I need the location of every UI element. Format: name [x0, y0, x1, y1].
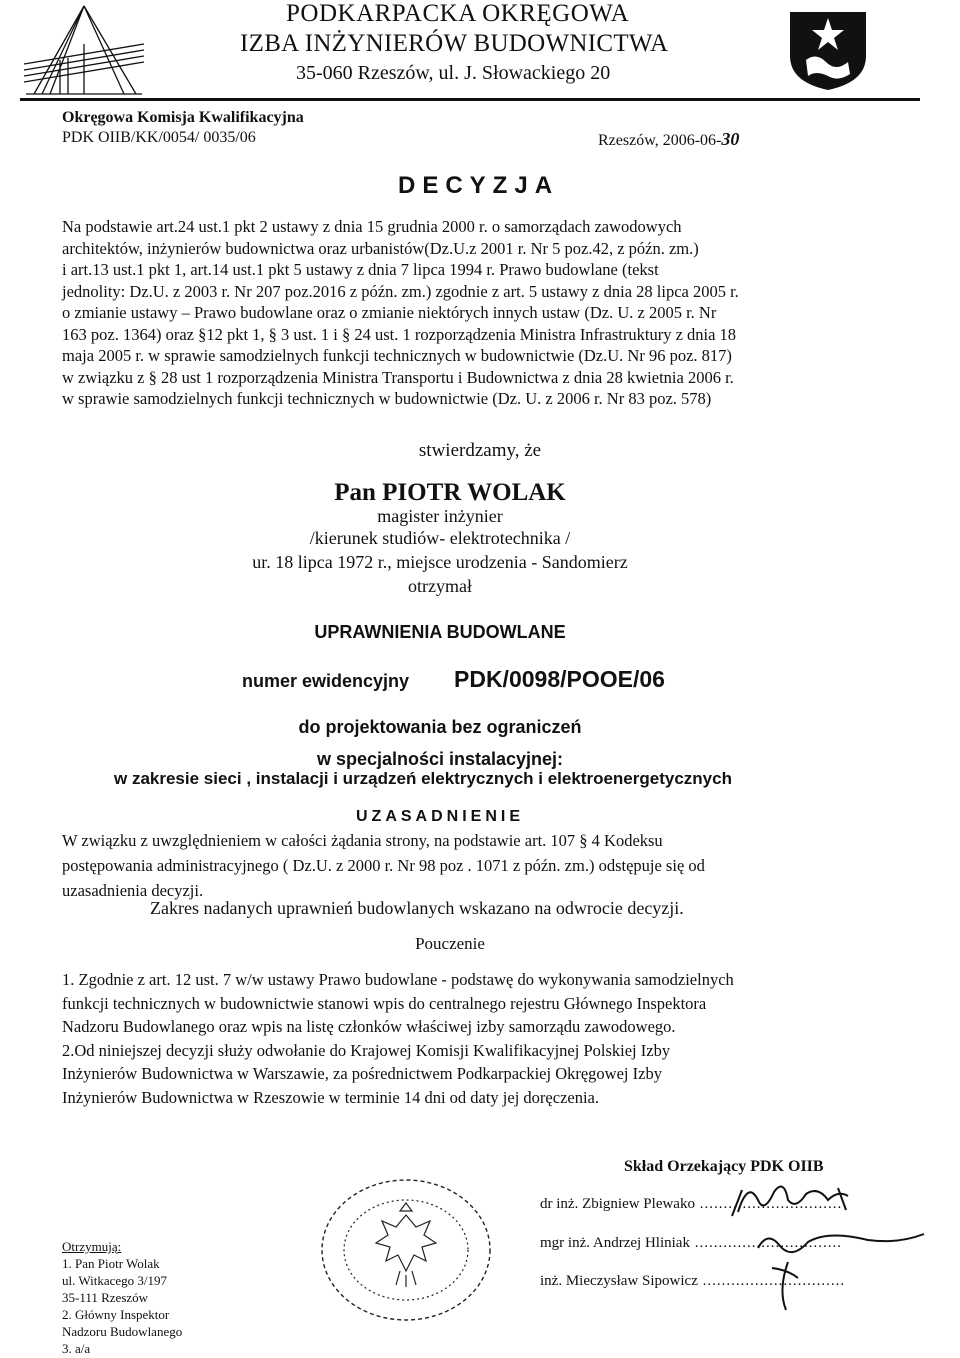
instruction-title: Pouczenie	[415, 934, 485, 953]
recipients	[62, 1238, 182, 1357]
document-title: DECYZJA	[398, 172, 560, 199]
justification-line: W związku z uwzględnieniem w całości żądania strony, na podstawie art. 107 § 4 Kodeksu	[62, 831, 663, 850]
place-date-text: Rzeszów, 2006-06-	[598, 132, 722, 149]
legal-basis	[62, 216, 842, 410]
legal-basis-line: w związku z § 28 ust 1 rozporządzenia Ministra Transportu i Budownictwa z dnia 28 kwietnia 2006 r.	[62, 367, 734, 387]
person-birth: ur. 18 lipca 1972 r., miejsce urodzenia - Sandomierz	[252, 552, 628, 572]
recipient-line: Nadzoru Budowlanego	[62, 1324, 183, 1339]
grant-specialty: w specjalności instalacyjnej:	[316, 749, 564, 769]
org-name-line2: IZBA INŻYNIERÓW BUDOWNICTWA	[240, 30, 669, 57]
grant-scope: do projektowania bez ograniczeń	[298, 717, 582, 737]
person-name: Pan PIOTR WOLAK	[334, 479, 566, 506]
grant-title: UPRAWNIENIA BUDOWLANE	[314, 622, 566, 642]
instruction-line: Nadzoru Budowlanego oraz wpis na listę członków właściwej izby samorządu zawodowego.	[62, 1017, 676, 1036]
instruction-line: 2.Od niniejszej decyzji służy odwołanie do Krajowej Komisji Kwalifikacyjnej Polskiej Izby	[62, 1040, 671, 1060]
panel-title: Skład Orzekający PDK OIIB	[624, 1158, 824, 1175]
justification-line: uzasadnienia decyzji.	[62, 881, 204, 900]
panel-member-name: inż. Mieczysław Sipowicz	[540, 1273, 698, 1289]
grant-number-label: numer ewidencyjny	[242, 671, 410, 691]
official-stamp-icon	[316, 1175, 496, 1325]
org-address: 35-060 Rzeszów, ul. J. Słowackiego 20	[296, 62, 611, 84]
panel-member-name: dr inż. Zbigniew Plewako	[540, 1196, 695, 1212]
person-received: otrzymał	[408, 576, 472, 596]
panel-member: inż. Mieczysław Sipowicz ..............................	[540, 1273, 846, 1289]
grant-number: PDK/0098/POOE/06	[454, 666, 665, 692]
instruction-line: Inżynierów Budownictwa w Rzeszowie w terminie 14 dni od daty jej doręczenia.	[62, 1087, 599, 1107]
recipient-line: 3. a/a	[62, 1341, 91, 1356]
org-name-line1: PODKARPACKA OKRĘGOWA	[286, 0, 630, 27]
grant-range: w zakresie sieci , instalacji i urządzeń elektrycznych i elektroenergetycznych	[114, 769, 732, 788]
legal-basis-line: 163 poz. 1364) oraz §12 pkt 1, § 3 ust. 1 i § 24 ust. 1 rozporządzenia Ministra Infrastruktury z dnia 18	[62, 324, 737, 344]
handwritten-day: 30	[721, 129, 740, 149]
justification-title: UZASADNIENIE	[355, 808, 524, 825]
chamber-logo-icon	[24, 4, 144, 96]
justification-text	[62, 828, 852, 903]
legal-basis-line: jednolity: Dz.U. z 2003 r. Nr 207 poz.2016 z późn. zm.) zgodnie z art. 5 ustawy z dnia 28 lipca 2005 r.	[62, 281, 739, 301]
instruction-line: funkcji technicznych w budownictwie stanowi wpis do centralnego rejestru Głównego Inspektora	[62, 993, 707, 1013]
person-field: /kierunek studiów- elektrotechnika /	[309, 528, 571, 548]
instruction-text	[62, 968, 862, 1109]
instruction-line: 1. Zgodnie z art. 12 ust. 7 w/w ustawy Prawo budowlane - podstawę do wykonywania samodzielnych	[62, 970, 734, 989]
place-date	[598, 129, 739, 150]
recipient-line: 2. Główny Inspektor	[62, 1307, 170, 1322]
header-divider	[20, 98, 920, 101]
justification-line: postępowania administracyjnego ( Dz.U. z 2000 r. Nr 98 poz . 1071 z późn. zm.) odstępuje się od	[62, 856, 705, 875]
recipient-line: ul. Witkacego 3/197	[62, 1273, 168, 1288]
recipient-line: 1. Pan Piotr Wolak	[62, 1256, 160, 1271]
recipient-line: 35-111 Rzeszów	[62, 1290, 149, 1305]
reference-number: PDK OIIB/KK/0054/ 0035/06	[62, 129, 256, 146]
handwritten-signatures	[728, 1170, 928, 1320]
person-degree: magister inżynier	[377, 506, 503, 526]
panel-member: mgr inż. Andrzej Hliniak ...............................	[540, 1235, 842, 1251]
coat-of-arms-icon	[786, 8, 870, 92]
commission-name: Okręgowa Komisja Kwalifikacyjna	[62, 109, 304, 126]
panel-member: dr inż. Zbigniew Plewako ..............................	[540, 1196, 843, 1212]
instruction-line: Inżynierów Budownictwa w Warszawie, za pośrednictwem Podkarpackiej Okręgowej Izby	[62, 1064, 662, 1083]
recipients-title: Otrzymują:	[62, 1239, 122, 1254]
legal-basis-line: architektów, inżynierów budownictwa oraz urbanistów(Dz.U.z 2001 r. Nr 5 poz.42, z późn. zm.)	[62, 238, 699, 258]
legal-basis-line: maja 2005 r. w sprawie samodzielnych funkcji technicznych w budownictwie (Dz.U. Nr 96 poz. 817)	[62, 346, 732, 365]
justification-scope-note: Zakres nadanych uprawnień budowlanych wskazano na odwrocie decyzji.	[150, 898, 684, 918]
legal-basis-line: o zmianie ustawy – Prawo budowlane oraz o zmianie niektórych innych ustaw (Dz. U. z 2005 r. Nr	[62, 303, 717, 322]
legal-basis-line: i art.13 ust.1 pkt 1, art.14 ust.1 pkt 5 ustawy z dnia 7 lipca 1994 r. Prawo budowlane (tekst	[62, 260, 659, 279]
statement: stwierdzamy, że	[418, 440, 542, 461]
legal-basis-line: w sprawie samodzielnych funkcji technicznych w budownictwie (Dz. U. z 2006 r. Nr 83 poz. 578)	[62, 389, 712, 408]
legal-basis-line: Na podstawie art.24 ust.1 pkt 2 ustawy z dnia 15 grudnia 2000 r. o samorządach zawodowych	[62, 217, 682, 236]
panel-member-name: mgr inż. Andrzej Hliniak	[540, 1235, 690, 1251]
